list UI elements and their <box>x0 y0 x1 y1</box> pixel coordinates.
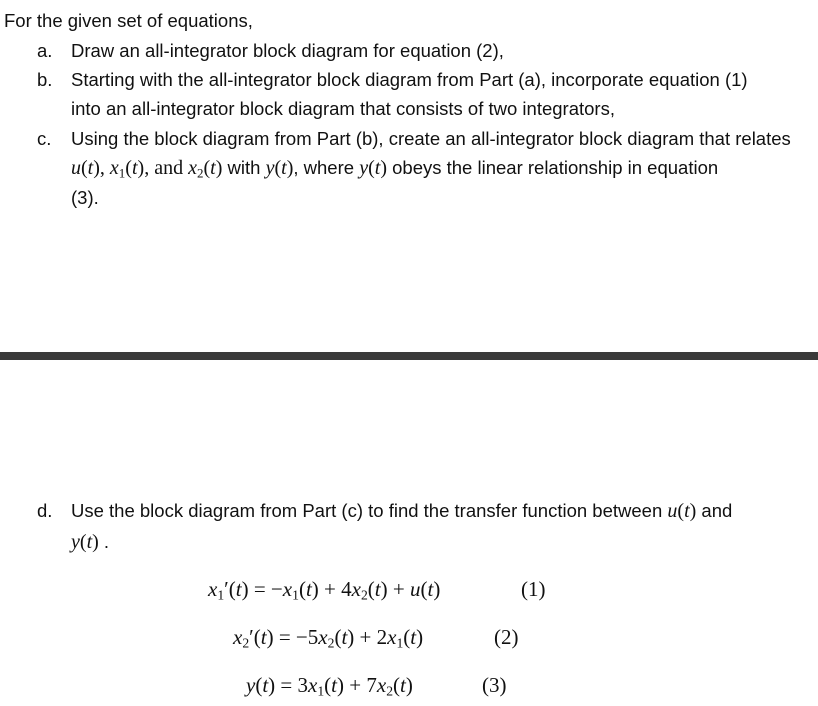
item-d-text: Use the block diagram from Part (c) to find the transfer function between <box>71 500 668 521</box>
item-b-marker: b. <box>37 69 53 90</box>
item-c-line2 <box>71 157 718 179</box>
equation-3: $y(t) = 3x_1(t) + 7x_2(t)$ <box>246 673 413 699</box>
item-d-tail: . <box>98 531 110 552</box>
math-u: u(t) <box>667 500 697 522</box>
item-c-line1: Using the block diagram from Part (b), create an all-integrator block diagram that relates <box>71 128 791 149</box>
item-c-obeys: obeys the linear relationship in equation <box>386 157 719 178</box>
item-b-line1: Starting with the all-integrator block diagram from Part (a), incorporate equation (1) <box>71 69 748 90</box>
item-d-line1 <box>71 500 732 522</box>
equation-1: $x_1'(t) = -x_1(t) + 4x_2(t) + u(t)$ <box>208 577 441 603</box>
intro-text: For the given set of equations, <box>4 10 253 31</box>
math-y: y(t) <box>265 157 294 179</box>
item-b-line2: into an all-integrator block diagram that consists of two integrators, <box>71 98 615 119</box>
item-d-line2 <box>71 531 109 553</box>
equation-1-number: (1) <box>521 577 546 601</box>
item-c-marker: c. <box>37 128 52 149</box>
equation-2: $x_2'(t) = -5x_2(t) + 2x_1(t)$ <box>233 625 424 651</box>
item-c-line3: (3). <box>71 187 99 208</box>
item-a-line1: Draw an all-integrator block diagram for equation (2), <box>71 40 504 61</box>
math-y2: y(t) <box>359 157 387 179</box>
math-u-x1-x2: u(t), $x_1(t)$, and $x_2(t)$ <box>71 157 223 181</box>
item-a-marker: a. <box>37 40 53 61</box>
equation-3-number: (3) <box>482 673 507 697</box>
item-d-and: and <box>696 500 733 521</box>
equation-2-number: (2) <box>494 625 519 649</box>
item-c-where: , where <box>293 157 360 178</box>
item-d-marker: d. <box>37 500 53 521</box>
item-c-with: with <box>222 157 266 178</box>
section-divider <box>0 352 818 360</box>
math-y3: y(t) <box>71 531 99 553</box>
